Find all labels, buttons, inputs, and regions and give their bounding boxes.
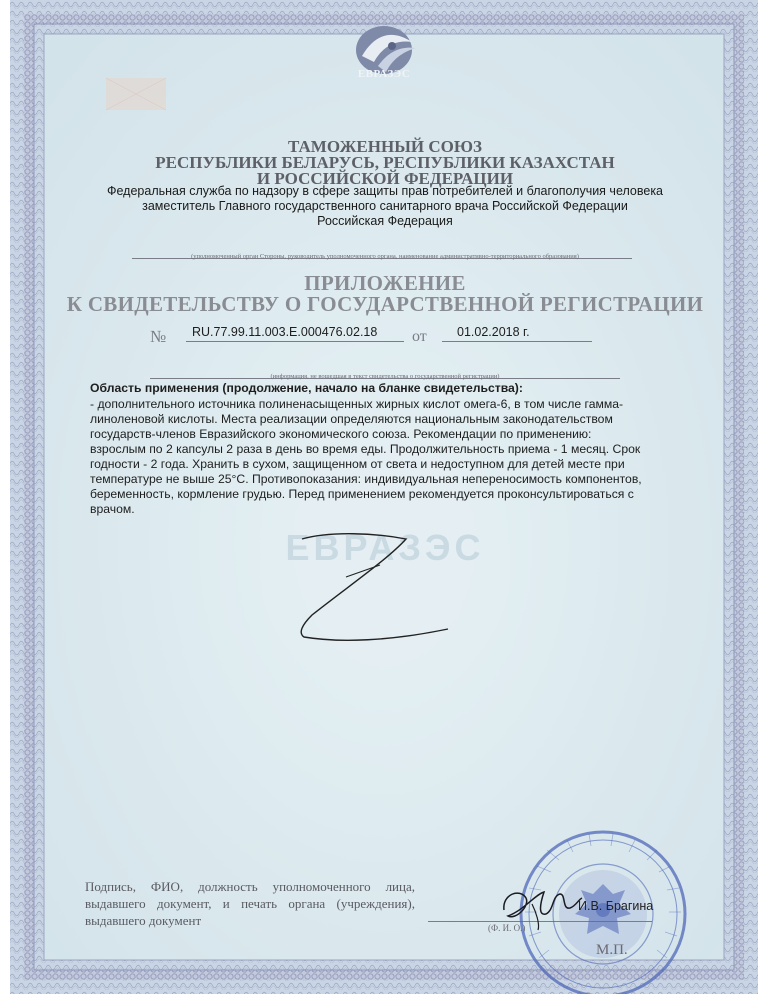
header-line-2: РЕСПУБЛИКИ БЕЛАРУСЬ, РЕСПУБЛИКИ КАЗАХСТАН [155,153,615,172]
body-line: линоленовой кислоты. Места реализации определяются национальным законодательством [90,412,613,426]
info-caption: (информация, не вошедшая в текст свидетельства о государственной регистрации) [270,373,500,380]
body-line: врачом. [90,502,135,516]
date-label: от [412,328,427,345]
certificate-appendix-page [10,0,758,994]
handwritten-signature-icon [496,880,586,932]
number-label: № [150,327,167,346]
closing-z-mark [280,525,460,655]
registration-number: RU.77.99.11.003.E.000476.02.18 [192,325,378,339]
body-line: температуре не выше 25°С. Противопоказания: индивидуальная непереносимость компонентов, [90,472,642,486]
body-line: годности - 2 года. Хранить в сухом, защищенном от света и недоступном для детей месте при [90,457,625,471]
body-line: государств-членов Евразийского экономического союза. Рекомендации по применению: [90,427,592,441]
fio-label: (Ф. И. О.) [488,923,526,933]
body-line: - дополнительного источника полиненасыщенных жирных кислот омега-6, в том числе гамма- [90,397,624,411]
signatory-name: И.В. Брагина [578,899,654,913]
authority-line-1: Федеральная служба по надзору в сфере защиты прав потребителей и благополучия человека [106,184,664,198]
authority-caption: (уполномоченный орган Стороны, руководитель уполномоченного органа, наименование административно-территориального образования) [191,253,579,260]
body-line: беременность, кормление грудью. Перед применением рекомендуется проконсультироваться с [90,487,634,501]
title-line-1: ПРИЛОЖЕНИЕ [304,271,466,295]
evrazes-emblem-icon [332,22,436,92]
emblem-label: ЕВРАЗЭС [357,68,411,80]
body-line: взрослым по 2 капсулы 2 раза в день во время еды. Продолжительность приема - 1 месяц. Срок [90,442,641,456]
authority-line-2: заместитель Главного государственного санитарного врача Российской Федерации [142,199,628,213]
number-underline [186,341,404,342]
header-line-1: ТАМОЖЕННЫЙ СОЮЗ [288,137,482,156]
svg-text:ЕВРАЗЭС: ЕВРАЗЭС [285,527,485,568]
authority-line-3: Российская Федерация [317,214,453,228]
title-line-2: К СВИДЕТЕЛЬСТВУ О ГОСУДАРСТВЕННОЙ РЕГИСТРАЦИИ [66,292,704,316]
body-heading: Область применения (продолжение, начало на бланке свидетельства): [90,381,523,395]
date-underline [442,341,592,342]
header-line-3: И РОССИЙСКОЙ ФЕДЕРАЦИИ [256,169,514,188]
registration-date: 01.02.2018 г. [457,325,530,339]
signature-caption: Подпись, ФИО, должность уполномоченного лица, выдавшего документ, и печать органа (учреждения), выдавшего документ [85,879,415,928]
mp-label: М.П. [596,942,628,958]
